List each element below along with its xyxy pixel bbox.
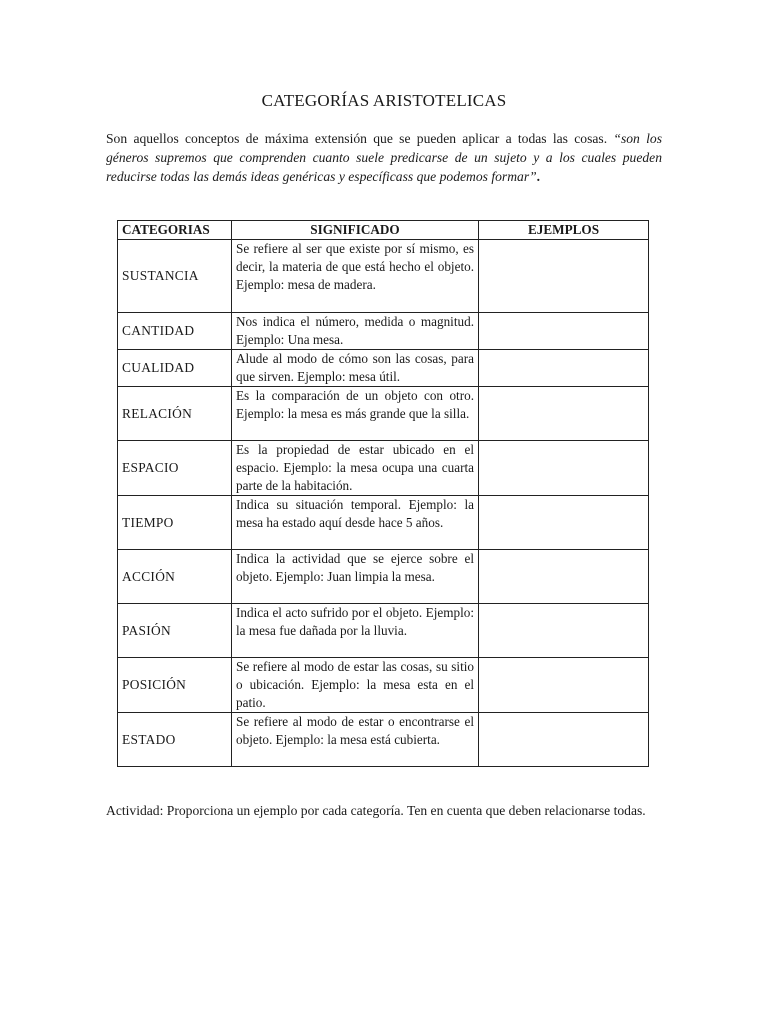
header-significado: SIGNIFICADO: [232, 221, 479, 240]
category-cell: SUSTANCIA: [118, 240, 232, 313]
example-cell[interactable]: [479, 713, 649, 767]
intro-paragraph: [106, 129, 662, 186]
table-row: [118, 441, 649, 496]
example-cell[interactable]: [479, 350, 649, 387]
category-cell: ESPACIO: [118, 441, 232, 496]
table-row: [118, 658, 649, 713]
example-cell[interactable]: [479, 313, 649, 350]
meaning-cell: Alude al modo de cómo son las cosas, para que sirven. Ejemplo: mesa útil.: [232, 350, 479, 387]
table-header-row: [118, 221, 649, 240]
meaning-cell: Es la comparación de un objeto con otro. Ejemplo: la mesa es más grande que la silla.: [232, 387, 479, 441]
meaning-cell: Se refiere al ser que existe por sí mismo, es decir, la materia de que está hecho el objeto. Ejemplo: mesa de madera.: [232, 240, 479, 313]
meaning-cell: Es la propiedad de estar ubicado en el espacio. Ejemplo: la mesa ocupa una cuarta parte de la habitación.: [232, 441, 479, 496]
category-cell: RELACIÓN: [118, 387, 232, 441]
meaning-cell: Indica la actividad que se ejerce sobre el objeto. Ejemplo: Juan limpia la mesa.: [232, 550, 479, 604]
table-row: [118, 604, 649, 658]
table-row: [118, 713, 649, 767]
example-cell[interactable]: [479, 240, 649, 313]
example-cell[interactable]: [479, 550, 649, 604]
example-cell[interactable]: [479, 658, 649, 713]
activity-text: Actividad: Proporciona un ejemplo por cada categoría. Ten en cuenta que deben relacionarse todas.: [106, 803, 646, 818]
meaning-cell: Se refiere al modo de estar las cosas, su sitio o ubicación. Ejemplo: la mesa esta en el patio.: [232, 658, 479, 713]
table-row: [118, 313, 649, 350]
meaning-cell: Nos indica el número, medida o magnitud. Ejemplo: Una mesa.: [232, 313, 479, 350]
intro-text: Son aquellos conceptos de máxima extensión que se pueden aplicar a todas las cosas.: [106, 131, 614, 146]
example-cell[interactable]: [479, 387, 649, 441]
category-cell: ESTADO: [118, 713, 232, 767]
category-cell: PASIÓN: [118, 604, 232, 658]
example-cell[interactable]: [479, 441, 649, 496]
example-cell[interactable]: [479, 604, 649, 658]
category-cell: CUALIDAD: [118, 350, 232, 387]
intro-end: .: [536, 169, 541, 184]
category-cell: ACCIÓN: [118, 550, 232, 604]
table-row: [118, 496, 649, 550]
meaning-cell: Indica su situación temporal. Ejemplo: la mesa ha estado aquí desde hace 5 años.: [232, 496, 479, 550]
page-title: CATEGORÍAS ARISTOTELICAS: [261, 91, 507, 110]
category-cell: POSICIÓN: [118, 658, 232, 713]
header-categorias: CATEGORIAS: [118, 221, 232, 240]
meaning-cell: Indica el acto sufrido por el objeto. Ejemplo: la mesa fue dañada por la lluvia.: [232, 604, 479, 658]
example-cell[interactable]: [479, 496, 649, 550]
categories-table: [117, 220, 649, 767]
header-ejemplos: EJEMPLOS: [479, 221, 649, 240]
table-row: [118, 240, 649, 313]
table-row: [118, 387, 649, 441]
category-cell: TIEMPO: [118, 496, 232, 550]
table-row: [118, 550, 649, 604]
meaning-cell: Se refiere al modo de estar o encontrarse el objeto. Ejemplo: la mesa está cubierta.: [232, 713, 479, 767]
category-cell: CANTIDAD: [118, 313, 232, 350]
table-row: [118, 350, 649, 387]
intro-quote: “son los géneros supremos que comprenden cuanto suele predicarse de un sujeto y a los cuales pueden reducirse todas las demás ideas genéricas y específicass que podemos formar”: [106, 131, 662, 184]
